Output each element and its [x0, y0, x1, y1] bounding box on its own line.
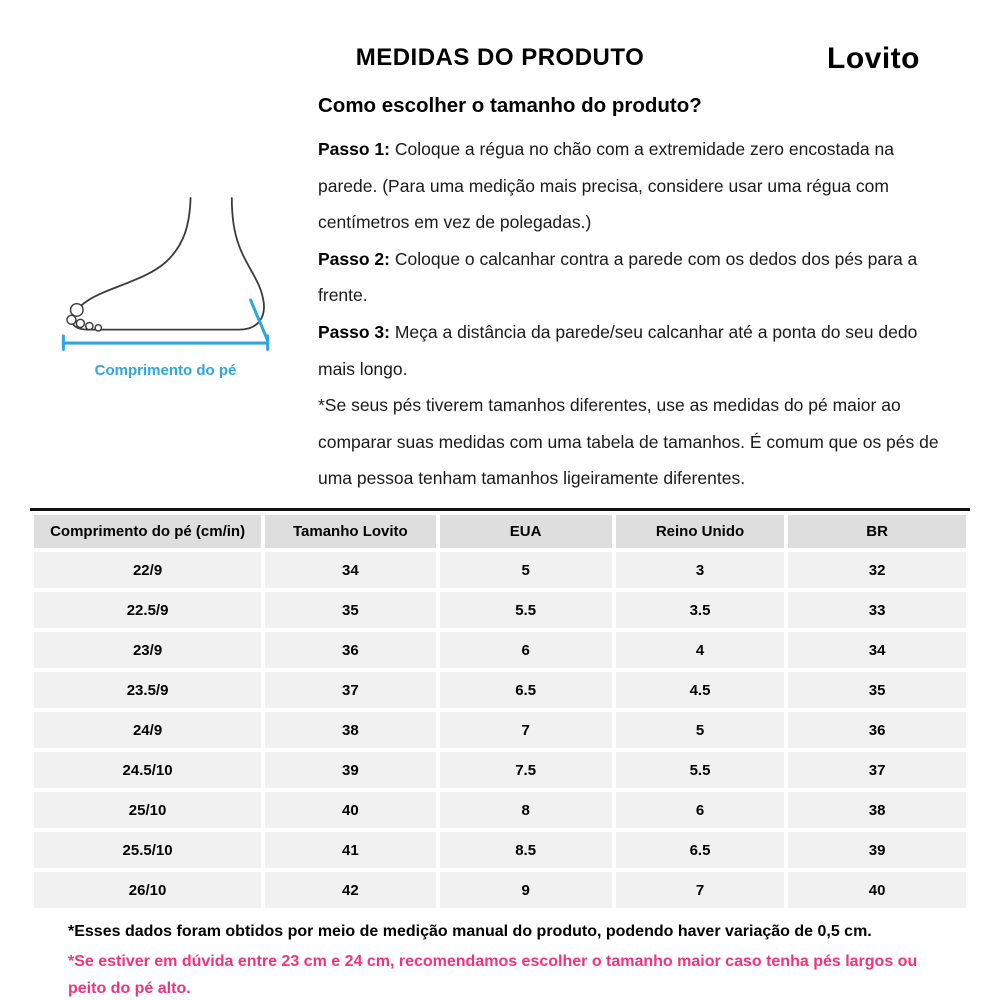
table-cell: 5.5: [440, 592, 612, 628]
table-cell: 5.5: [616, 752, 785, 788]
footnotes-section: [68, 918, 948, 1000]
table-cell: 6.5: [440, 672, 612, 708]
table-cell: 34: [788, 632, 966, 668]
step-1: [318, 131, 950, 241]
step-3-label: Passo 3:: [318, 321, 390, 342]
table-row: [34, 752, 966, 788]
table-cell: 7: [616, 872, 785, 908]
table-cell: 39: [265, 752, 435, 788]
table-cell: 6.5: [616, 832, 785, 868]
step-2: [318, 241, 950, 314]
footnote-size-advice: *Se estiver em dúvida entre 23 cm e 24 cm, recomendamos escolher o tamanho maior caso tenha pés largos ou peito do pé alto.: [68, 953, 918, 997]
size-table-wrapper: [30, 508, 970, 912]
table-cell: 32: [788, 552, 966, 588]
step-1-text: Coloque a régua no chão com a extremidade zero encostada na parede. (Para uma medição mais precisa, considere usar uma régua com centímetros em vez de polegadas.): [318, 139, 894, 233]
table-cell: 22.5/9: [34, 592, 261, 628]
table-cell: 40: [788, 872, 966, 908]
footnote-measurement-variation: *Esses dados foram obtidos por meio de medição manual do produto, podendo haver variação de 0,5 cm.: [68, 923, 872, 940]
table-cell: 25.5/10: [34, 832, 261, 868]
step-3-text: Meça a distância da parede/seu calcanhar até a ponta do seu dedo mais longo.: [318, 321, 918, 379]
page-title: MEDIDAS DO PRODUTO: [355, 44, 645, 71]
foot-illustration-icon: [58, 194, 273, 356]
foot-measurement-diagram: [58, 194, 273, 379]
table-cell: 3.5: [616, 592, 785, 628]
table-cell: 6: [616, 792, 785, 828]
column-header-uk: Reino Unido: [616, 515, 785, 548]
table-cell: 8: [440, 792, 612, 828]
table-cell: 26/10: [34, 872, 261, 908]
column-header-lovito-size: Tamanho Lovito: [265, 515, 435, 548]
diagram-caption: Comprimento do pé: [94, 362, 237, 379]
column-header-us: EUA: [440, 515, 612, 548]
table-row: [34, 872, 966, 908]
table-cell: 37: [265, 672, 435, 708]
table-row: [34, 592, 966, 628]
table-cell: 8.5: [440, 832, 612, 868]
table-cell: 36: [788, 712, 966, 748]
table-cell: 4.5: [616, 672, 785, 708]
table-cell: 7.5: [440, 752, 612, 788]
different-feet-note: *Se seus pés tiverem tamanhos diferentes, use as medidas do pé maior ao comparar suas medidas com uma tabela de tamanhos. É comum que os pés de uma pessoa tenham tamanhos ligeiramente diferentes.: [318, 395, 939, 489]
table-row: [34, 712, 966, 748]
table-row: [34, 792, 966, 828]
table-cell: 23/9: [34, 632, 261, 668]
table-cell: 24.5/10: [34, 752, 261, 788]
instructions-heading: Como escolher o tamanho do produto?: [318, 94, 702, 117]
table-cell: 4: [616, 632, 785, 668]
column-header-foot-length: Comprimento do pé (cm/in): [34, 515, 261, 548]
table-cell: 38: [265, 712, 435, 748]
table-cell: 23.5/9: [34, 672, 261, 708]
table-cell: 41: [265, 832, 435, 868]
table-cell: 25/10: [34, 792, 261, 828]
table-cell: 5: [440, 552, 612, 588]
table-cell: 24/9: [34, 712, 261, 748]
table-cell: 35: [265, 592, 435, 628]
column-header-br: BR: [788, 515, 966, 548]
table-cell: 39: [788, 832, 966, 868]
table-cell: 36: [265, 632, 435, 668]
table-cell: 9: [440, 872, 612, 908]
table-cell: 33: [788, 592, 966, 628]
table-row: [34, 832, 966, 868]
step-1-label: Passo 1:: [318, 139, 390, 159]
table-row: [34, 632, 966, 668]
instructions-section: [318, 94, 950, 497]
table-cell: 38: [788, 792, 966, 828]
table-cell: 35: [788, 672, 966, 708]
table-cell: 37: [788, 752, 966, 788]
table-cell: 40: [265, 792, 435, 828]
table-cell: 3: [616, 552, 785, 588]
step-3: [318, 314, 950, 387]
table-cell: 5: [616, 712, 785, 748]
table-cell: 42: [265, 872, 435, 908]
table-row: [34, 552, 966, 588]
table-row: [34, 672, 966, 708]
table-cell: 22/9: [34, 552, 261, 588]
lovito-logo: Lovito: [827, 42, 920, 75]
step-2-text: Coloque o calcanhar contra a parede com os dedos dos pés para a frente.: [318, 248, 918, 306]
table-cell: 34: [265, 552, 435, 588]
table-cell: 7: [440, 712, 612, 748]
size-table: [30, 511, 970, 912]
step-2-label: Passo 2:: [318, 248, 390, 269]
table-cell: 6: [440, 632, 612, 668]
table-header-row: [34, 515, 966, 548]
